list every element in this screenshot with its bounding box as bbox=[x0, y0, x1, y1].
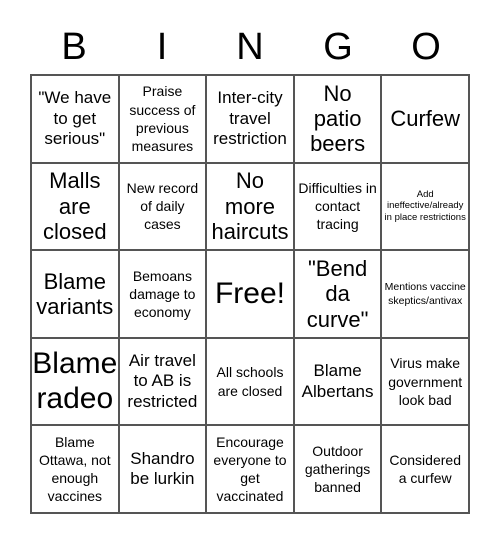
free-space-cell[interactable]: Free! bbox=[206, 250, 294, 338]
bingo-cell[interactable]: Mentions vaccine skeptics/antivax bbox=[381, 250, 469, 338]
bingo-cell[interactable]: Inter-city travel restriction bbox=[206, 75, 294, 163]
bingo-cell[interactable]: Malls are closed bbox=[31, 163, 119, 251]
bingo-cell[interactable]: New record of daily cases bbox=[119, 163, 207, 251]
bingo-cell[interactable]: No more haircuts bbox=[206, 163, 294, 251]
bingo-cell[interactable]: Blame radeo bbox=[31, 338, 119, 426]
bingo-cell[interactable]: "Bend da curve" bbox=[294, 250, 382, 338]
header-letter-n: N bbox=[236, 26, 264, 68]
bingo-cell[interactable]: Difficulties in contact tracing bbox=[294, 163, 382, 251]
bingo-header bbox=[30, 22, 470, 72]
bingo-cell[interactable]: Outdoor gatherings banned bbox=[294, 425, 382, 513]
bingo-cell[interactable]: Bemoans damage to economy bbox=[119, 250, 207, 338]
bingo-cell[interactable]: Air travel to AB is restricted bbox=[119, 338, 207, 426]
header-letter-o: O bbox=[411, 26, 441, 68]
bingo-cell[interactable]: Encourage everyone to get vaccinated bbox=[206, 425, 294, 513]
bingo-cell[interactable]: Blame Ottawa, not enough vaccines bbox=[31, 425, 119, 513]
bingo-cell[interactable]: Shandro be lurkin bbox=[119, 425, 207, 513]
bingo-cell[interactable]: No patio beers bbox=[294, 75, 382, 163]
bingo-cell[interactable]: "We have to get serious" bbox=[31, 75, 119, 163]
bingo-cell[interactable]: Curfew bbox=[381, 75, 469, 163]
bingo-cell[interactable]: Considered a curfew bbox=[381, 425, 469, 513]
header-letter-b: B bbox=[61, 26, 87, 68]
bingo-cell[interactable]: Blame Albertans bbox=[294, 338, 382, 426]
bingo-cell[interactable]: Praise success of previous measures bbox=[119, 75, 207, 163]
header-letter-i: I bbox=[156, 26, 168, 68]
bingo-cell[interactable]: All schools are closed bbox=[206, 338, 294, 426]
header-letter-g: G bbox=[323, 26, 353, 68]
bingo-cell[interactable]: Add ineffective/already in place restrictions bbox=[381, 163, 469, 251]
bingo-card-grid bbox=[30, 74, 470, 514]
bingo-cell[interactable]: Blame variants bbox=[31, 250, 119, 338]
bingo-cell[interactable]: Virus make government look bad bbox=[381, 338, 469, 426]
